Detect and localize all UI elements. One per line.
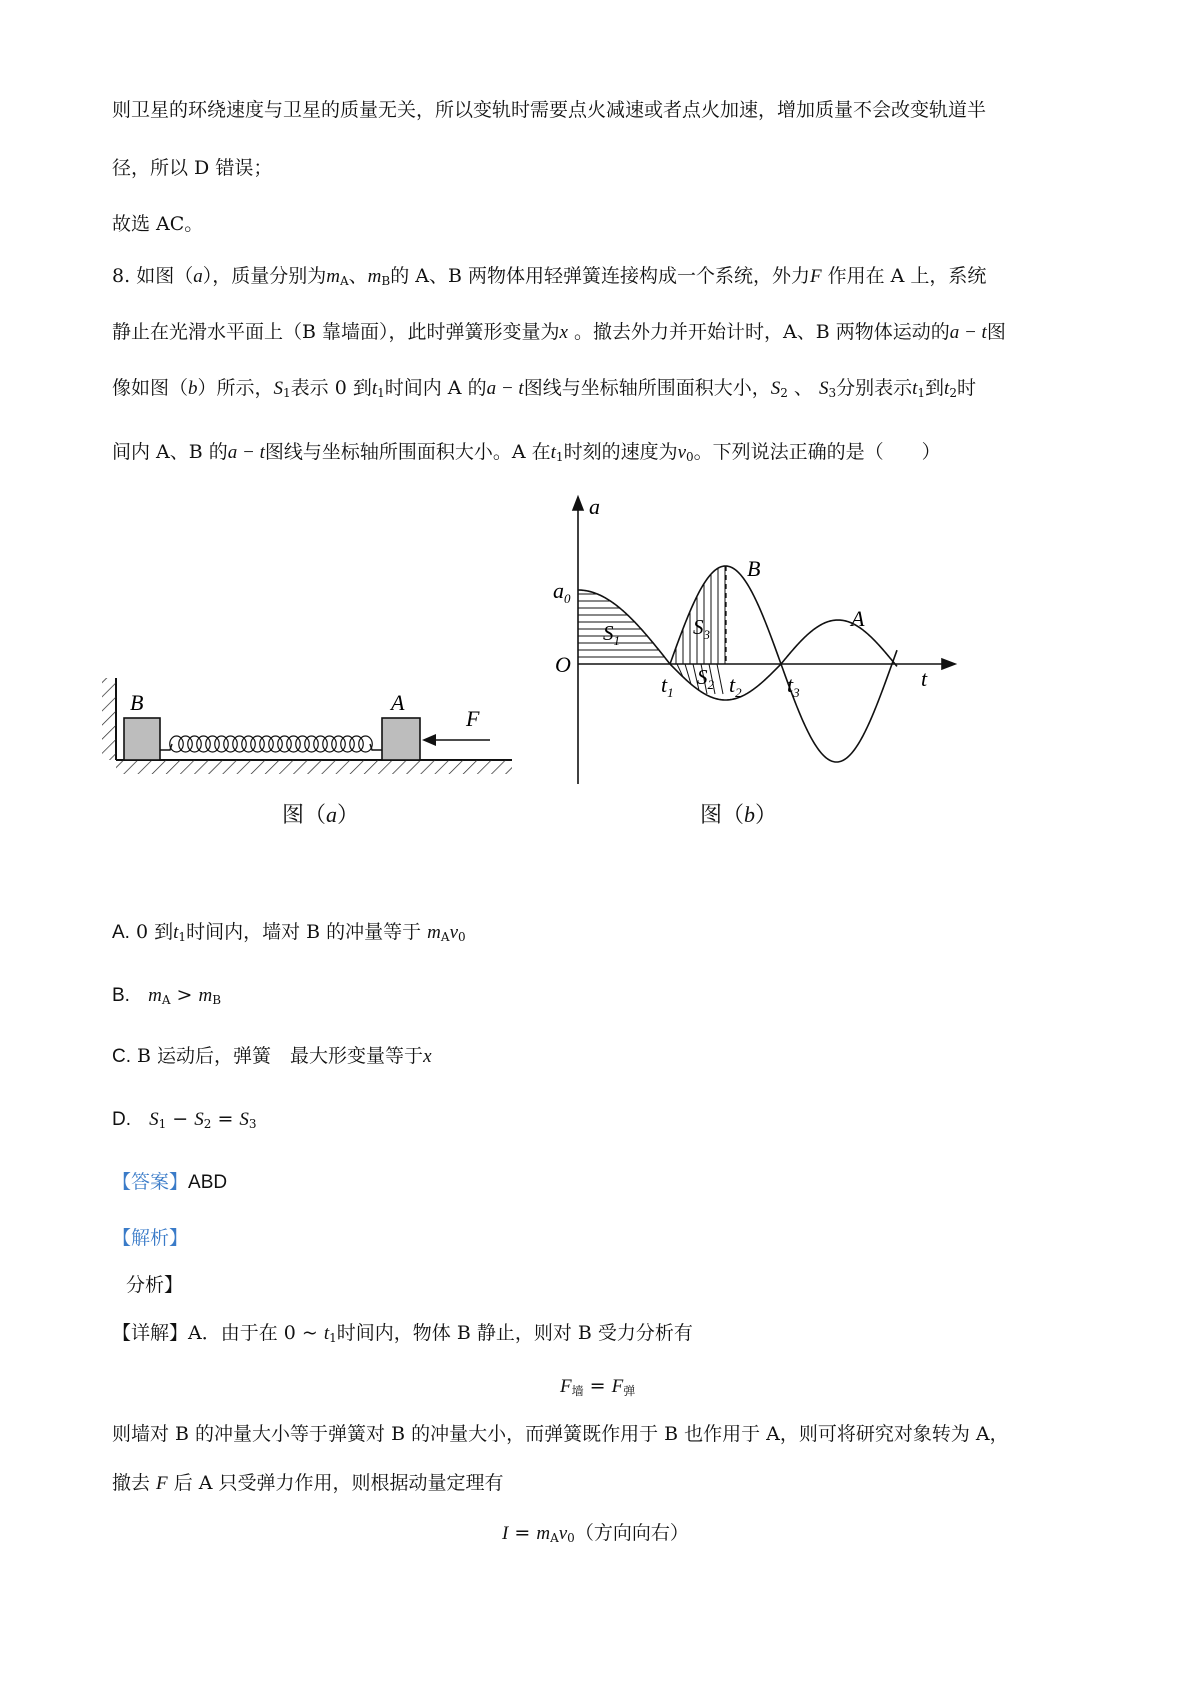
- sub: 1: [917, 386, 926, 400]
- text: 分别表示: [836, 377, 913, 399]
- text: 间内 A、B 的: [112, 441, 228, 463]
- spring-coils: [170, 736, 373, 752]
- sep: 、: [787, 377, 819, 399]
- sub: 1: [158, 1117, 167, 1131]
- text: 撤去: [112, 1472, 157, 1494]
- question-number: 8.: [112, 265, 131, 287]
- s-symbol: S: [239, 1109, 249, 1130]
- t-symbol: t: [323, 1323, 330, 1344]
- sub: 2: [780, 386, 788, 400]
- text: 0 到: [136, 921, 174, 943]
- sub: 墙: [571, 1384, 584, 1398]
- text: 时刻的速度为: [563, 441, 678, 463]
- force-symbol: F: [560, 1376, 572, 1397]
- floor: [116, 760, 512, 774]
- text: 时间内，墙对 B 的冲量等于: [186, 921, 422, 943]
- sub: B: [212, 993, 222, 1007]
- figure-a-diagram: [100, 670, 520, 780]
- option-prefix: C.: [112, 1046, 131, 1067]
- prev-line-1: 则卫星的环绕速度与卫星的质量无关，所以变轨时需要点火减速或者点火加速，增加质量不会改变轨道半: [112, 99, 987, 121]
- text: ）: [755, 803, 778, 828]
- at-symbol: a − t: [227, 442, 265, 463]
- block-b: [124, 718, 160, 760]
- mass-symbol: m: [536, 1523, 551, 1544]
- text: 时间内，物体 B 静止，则对 B 受力分析有: [336, 1322, 693, 1344]
- option-a: [112, 919, 466, 946]
- s1-label: $S_1$: [603, 621, 620, 648]
- analysis-tag-text: 【解析】: [112, 1227, 189, 1249]
- text: ）: [337, 803, 360, 828]
- figure-b-graph: [545, 492, 975, 792]
- option-prefix: D.: [112, 1109, 131, 1130]
- text: 。撤去外力并开始计时，A、B 两物体运动的: [567, 321, 950, 343]
- sub: A: [339, 274, 349, 288]
- question-line-4: [112, 439, 941, 466]
- option-prefix: B.: [112, 985, 130, 1006]
- option-prefix: A.: [112, 922, 130, 943]
- detail-tag: 【详解】: [112, 1322, 189, 1344]
- block-a: [382, 718, 420, 760]
- t3-label: $t_3$: [787, 672, 800, 700]
- sub: B: [381, 274, 391, 288]
- impulse-symbol: I: [502, 1523, 509, 1544]
- mass-symbol: m: [148, 985, 162, 1006]
- sub: 1: [555, 450, 564, 464]
- s-symbol: S: [273, 378, 284, 399]
- s-symbol: S: [194, 1109, 204, 1130]
- relation: >: [170, 984, 199, 1006]
- option-b: [112, 982, 221, 1009]
- x-symbol: x: [559, 322, 568, 343]
- text: 像如图（: [112, 377, 189, 399]
- a0-label: $a_0$: [553, 578, 571, 606]
- detail-line: [112, 1320, 693, 1347]
- force-arrow: [422, 734, 490, 746]
- option-d: [112, 1106, 257, 1133]
- prev-line-2: 径，所以 D 错误；: [112, 157, 273, 179]
- sub: 2: [203, 1117, 212, 1131]
- mass-symbol: m: [427, 922, 441, 943]
- x-symbol: x: [423, 1046, 432, 1067]
- v-symbol: v: [449, 922, 458, 943]
- sub: 1: [178, 930, 187, 944]
- sub: A: [550, 1531, 559, 1545]
- fig-ref: b: [188, 378, 198, 399]
- text: 图: [986, 321, 1006, 343]
- force-symbol: F: [809, 266, 822, 287]
- sub: A: [161, 993, 171, 1007]
- text: 到: [925, 377, 945, 399]
- text: 静止在光滑水平面上（B 靠墙面），此时弹簧形变量为: [112, 321, 560, 343]
- text: b: [744, 802, 756, 827]
- analysis-sub: 分析】: [126, 1274, 184, 1296]
- text: 表示 0 到: [290, 377, 372, 399]
- t-symbol: t: [173, 922, 179, 943]
- text: 后 A 只受弹力作用，则根据动量定理有: [167, 1472, 504, 1494]
- sub: 2: [949, 386, 957, 400]
- text: 图线与坐标轴所围面积大小。A 在: [264, 441, 551, 463]
- t-symbol: t: [944, 378, 950, 399]
- op: =: [583, 1375, 612, 1397]
- sub: 1: [283, 386, 291, 400]
- mass-symbol: m: [198, 985, 213, 1006]
- s-symbol: S: [770, 378, 781, 399]
- wall: [102, 678, 116, 760]
- text: 作用在 A 上，系统: [821, 265, 987, 287]
- analysis-para-1: 则墙对 B 的冲量大小等于弹簧对 B 的冲量大小，而弹簧既作用于 B 也作用于 A，则可将研究对象转为 A，: [112, 1423, 1009, 1445]
- s3-label: $S_3$: [693, 615, 710, 642]
- label-f: F: [466, 706, 480, 731]
- axis-y-label: a: [589, 494, 600, 519]
- text: A．由于在 0 ~: [188, 1322, 324, 1344]
- sep: 、: [348, 265, 368, 287]
- curve-a-label: A: [851, 606, 865, 631]
- axis-x-label: t: [921, 666, 928, 691]
- option-c: [112, 1043, 432, 1070]
- sub: A: [440, 930, 450, 944]
- sub: 0: [567, 1531, 575, 1545]
- force-symbol: F: [156, 1473, 168, 1494]
- text: （方向向右）: [574, 1522, 689, 1544]
- v-symbol: v: [677, 442, 687, 463]
- label-b: B: [130, 690, 144, 715]
- sub: 1: [329, 1331, 337, 1345]
- text: ）所示，: [197, 377, 274, 399]
- text: 图线与坐标轴所围面积大小，: [523, 377, 771, 399]
- s2-label: $S_2$: [697, 665, 714, 692]
- text: ），质量分别为: [202, 265, 327, 287]
- t-symbol: t: [550, 442, 556, 463]
- mass-symbol: m: [326, 266, 340, 287]
- analysis-tag: [112, 1225, 188, 1251]
- t2-label: $t_2$: [729, 672, 742, 700]
- text: a: [326, 802, 338, 827]
- t1-label: $t_1$: [661, 672, 674, 700]
- prev-line-3: 故选 AC。: [112, 213, 204, 235]
- force-symbol: F: [611, 1376, 624, 1397]
- text: 图（: [700, 803, 745, 828]
- text: 如图（: [136, 265, 194, 287]
- t-symbol: t: [912, 378, 918, 399]
- s1-hatch: [578, 594, 664, 657]
- sub: 弹: [623, 1384, 636, 1398]
- op: =: [211, 1108, 240, 1130]
- label-a: A: [391, 690, 405, 715]
- question-line-1: [112, 263, 986, 290]
- at-symbol: a − t: [949, 322, 987, 343]
- answer-tag: 【答案】: [112, 1171, 189, 1193]
- sub: 3: [248, 1117, 257, 1131]
- figure-b-caption: [700, 798, 777, 829]
- t-symbol: t: [371, 378, 378, 399]
- axes: [573, 497, 955, 784]
- fig-ref: a: [193, 266, 203, 287]
- analysis-para-2: [112, 1470, 504, 1497]
- v-symbol: v: [558, 1523, 568, 1544]
- text: B 运动后，弹簧 最大形变量等于: [137, 1045, 424, 1067]
- text: 的 A、B 两物体用轻弹簧连接构成一个系统，外力: [390, 265, 810, 287]
- text: 时间内 A 的: [384, 377, 487, 399]
- at-symbol: a − t: [486, 378, 524, 399]
- op: =: [508, 1522, 537, 1544]
- question-line-2: [112, 319, 1006, 346]
- op: −: [166, 1108, 195, 1130]
- origin-label: O: [555, 652, 571, 677]
- curve-b-label: B: [747, 556, 761, 581]
- s-symbol: S: [818, 378, 829, 399]
- figure-a-caption: [282, 798, 359, 829]
- equation-impulse: [502, 1520, 689, 1547]
- text: 图（: [282, 803, 327, 828]
- answer-line: [112, 1169, 227, 1196]
- question-line-3: [112, 375, 976, 402]
- sub: 3: [828, 386, 837, 400]
- equation-force: [560, 1373, 635, 1400]
- sub: 0: [458, 930, 466, 944]
- s-symbol: S: [149, 1109, 159, 1130]
- mass-symbol: m: [367, 266, 382, 287]
- text: 。下列说法正确的是（ ）: [693, 441, 941, 463]
- sub: 0: [686, 450, 694, 464]
- text: 时: [956, 377, 976, 399]
- answer-value: ABD: [188, 1172, 228, 1193]
- sub: 1: [377, 386, 385, 400]
- curve-a: [578, 590, 897, 700]
